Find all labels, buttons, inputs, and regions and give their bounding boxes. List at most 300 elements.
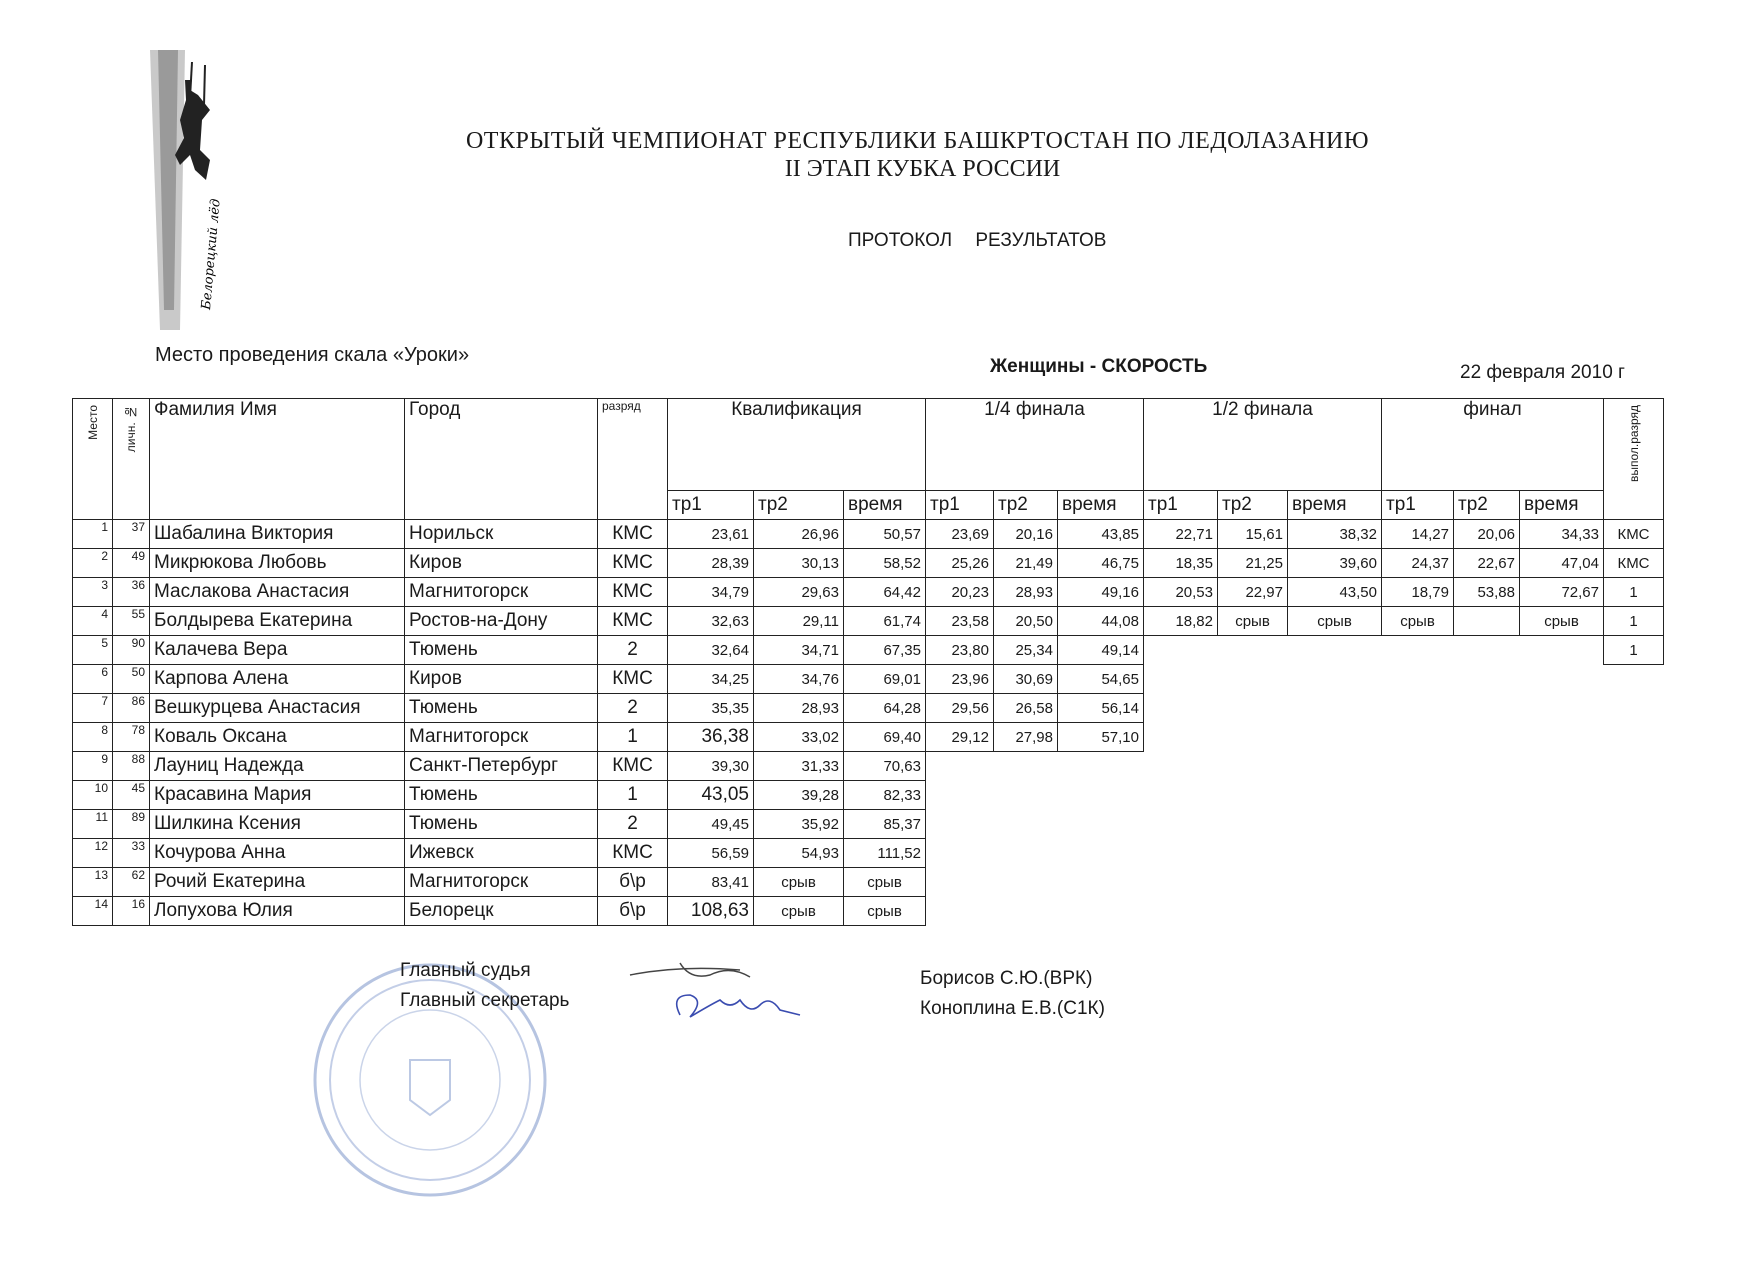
empty-cell — [1144, 723, 1218, 752]
number-cell: 49 — [113, 549, 150, 578]
empty-cell — [1288, 868, 1382, 897]
qual-value-cell: 83,41 — [668, 868, 754, 897]
empty-cell — [1218, 752, 1288, 781]
city-cell: Ростов-на-Дону — [405, 607, 598, 636]
table-row — [73, 607, 1664, 636]
quarter-value-cell: 20,23 — [926, 578, 994, 607]
empty-cell — [926, 868, 994, 897]
city-cell: Тюмень — [405, 781, 598, 810]
qual-value-cell: срыв — [754, 868, 844, 897]
place-cell: 5 — [73, 636, 113, 665]
empty-cell — [1382, 868, 1454, 897]
quarter-value-cell: 49,14 — [1058, 636, 1144, 665]
qual-value-cell: 70,63 — [844, 752, 926, 781]
judge-label: Главный судья — [400, 960, 531, 981]
number-cell: 78 — [113, 723, 150, 752]
semi-value-cell: 39,60 — [1288, 549, 1382, 578]
header-quarterfinal: 1/4 финала — [926, 399, 1144, 491]
city-cell: Киров — [405, 549, 598, 578]
quarter-value-cell: 29,12 — [926, 723, 994, 752]
number-cell: 16 — [113, 897, 150, 926]
secretary-name: Коноплина Е.В.(С1К) — [920, 998, 1105, 1019]
f-time: время — [1520, 491, 1604, 520]
city-cell: Ижевск — [405, 839, 598, 868]
empty-cell — [1144, 752, 1218, 781]
empty-cell — [926, 839, 994, 868]
empty-cell — [1144, 694, 1218, 723]
empty-cell — [1218, 897, 1288, 926]
quarter-value-cell: 23,58 — [926, 607, 994, 636]
quarter-value-cell: 25,26 — [926, 549, 994, 578]
quarter-value-cell: 25,34 — [994, 636, 1058, 665]
qual-value-cell: 85,37 — [844, 810, 926, 839]
qual-value-cell: 36,38 — [668, 723, 754, 752]
empty-cell — [1144, 897, 1218, 926]
title-line-1: ОТКРЫТЫЙ ЧЕМПИОНАТ РЕСПУБЛИКИ БАШКРТОСТАН ПО ЛЕДОЛАЗАНИЮ — [465, 128, 1370, 154]
qf-time: время — [1058, 491, 1144, 520]
name-cell: Маслакова Анастасия — [150, 578, 405, 607]
number-cell: 62 — [113, 868, 150, 897]
place-cell: 11 — [73, 810, 113, 839]
empty-cell — [926, 810, 994, 839]
city-cell: Норильск — [405, 520, 598, 549]
qual-value-cell: 34,71 — [754, 636, 844, 665]
sf-tr2: тр2 — [1218, 491, 1288, 520]
name-cell: Коваль Оксана — [150, 723, 405, 752]
semi-value-cell: 18,82 — [1144, 607, 1218, 636]
empty-cell — [1144, 665, 1218, 694]
table-row — [73, 781, 1664, 810]
rank-cell: 2 — [598, 636, 668, 665]
empty-cell — [1058, 810, 1144, 839]
empty-cell — [1058, 897, 1144, 926]
qual-value-cell: 64,42 — [844, 578, 926, 607]
quarter-value-cell: 23,80 — [926, 636, 994, 665]
empty-cell — [926, 781, 994, 810]
empty-cell — [1382, 839, 1454, 868]
empty-cell — [1520, 665, 1604, 694]
name-cell: Калачева Вера — [150, 636, 405, 665]
name-cell: Вешкурцева Анастасия — [150, 694, 405, 723]
header-rank: разряд — [598, 399, 668, 520]
final-value-cell: 14,27 — [1382, 520, 1454, 549]
empty-cell — [1520, 636, 1604, 665]
empty-cell — [1454, 810, 1520, 839]
empty-cell — [1604, 694, 1664, 723]
empty-cell — [1382, 897, 1454, 926]
city-cell: Магнитогорск — [405, 723, 598, 752]
sf-tr1: тр1 — [1144, 491, 1218, 520]
qual-value-cell: 34,25 — [668, 665, 754, 694]
venue: Место проведения скала «Уроки» — [155, 344, 470, 366]
semi-value-cell: 43,50 — [1288, 578, 1382, 607]
secretary-label: Главный секретарь — [400, 990, 570, 1011]
empty-cell — [1604, 897, 1664, 926]
q-tr2: тр2 — [754, 491, 844, 520]
quarter-value-cell: 23,69 — [926, 520, 994, 549]
place-cell: 13 — [73, 868, 113, 897]
table-row — [73, 897, 1664, 926]
rank-cell: КМС — [598, 752, 668, 781]
empty-cell — [1604, 752, 1664, 781]
name-cell: Кочурова Анна — [150, 839, 405, 868]
qual-value-cell: 61,74 — [844, 607, 926, 636]
rank-cell: КМС — [598, 665, 668, 694]
q-tr1: тр1 — [668, 491, 754, 520]
number-cell: 89 — [113, 810, 150, 839]
semi-value-cell: 21,25 — [1218, 549, 1288, 578]
empty-cell — [1058, 868, 1144, 897]
qual-value-cell: 32,63 — [668, 607, 754, 636]
empty-cell — [1382, 665, 1454, 694]
final-value-cell: срыв — [1382, 607, 1454, 636]
empty-cell — [1604, 665, 1664, 694]
empty-cell — [1218, 810, 1288, 839]
final-value-cell: 34,33 — [1520, 520, 1604, 549]
rank-cell: б\р — [598, 897, 668, 926]
semi-value-cell: 22,97 — [1218, 578, 1288, 607]
empty-cell — [1454, 897, 1520, 926]
number-cell: 55 — [113, 607, 150, 636]
empty-cell — [1520, 723, 1604, 752]
semi-value-cell: 18,35 — [1144, 549, 1218, 578]
name-cell: Лауниц Надежда — [150, 752, 405, 781]
empty-cell — [994, 752, 1058, 781]
qual-value-cell: 49,45 — [668, 810, 754, 839]
qual-value-cell: 35,92 — [754, 810, 844, 839]
qual-value-cell: срыв — [754, 897, 844, 926]
quarter-value-cell: 26,58 — [994, 694, 1058, 723]
event-logo — [140, 50, 235, 330]
qual-value-cell: 31,33 — [754, 752, 844, 781]
semi-value-cell: 38,32 — [1288, 520, 1382, 549]
final-value-cell: 20,06 — [1454, 520, 1520, 549]
rank-cell: 2 — [598, 810, 668, 839]
empty-cell — [1058, 781, 1144, 810]
rank-cell: КМС — [598, 607, 668, 636]
place-cell: 10 — [73, 781, 113, 810]
judge-name: Борисов С.Ю.(ВРК) — [920, 968, 1093, 989]
rank-cell: КМС — [598, 549, 668, 578]
table-row — [73, 694, 1664, 723]
name-cell: Карпова Алена — [150, 665, 405, 694]
city-cell: Магнитогорск — [405, 578, 598, 607]
city-cell: Тюмень — [405, 636, 598, 665]
empty-cell — [1218, 636, 1288, 665]
city-cell: Санкт-Петербург — [405, 752, 598, 781]
empty-cell — [1382, 752, 1454, 781]
quarter-value-cell: 20,50 — [994, 607, 1058, 636]
empty-cell — [1382, 636, 1454, 665]
qual-value-cell: 108,63 — [668, 897, 754, 926]
header-city: Город — [405, 399, 598, 520]
city-cell: Киров — [405, 665, 598, 694]
empty-cell — [1218, 723, 1288, 752]
quarter-value-cell: 23,96 — [926, 665, 994, 694]
qf-tr1: тр1 — [926, 491, 994, 520]
empty-cell — [994, 868, 1058, 897]
qual-value-cell: 28,39 — [668, 549, 754, 578]
table-row — [73, 810, 1664, 839]
empty-cell — [1058, 752, 1144, 781]
empty-cell — [1454, 752, 1520, 781]
place-cell: 6 — [73, 665, 113, 694]
empty-cell — [1288, 723, 1382, 752]
final-value-cell: 22,67 — [1454, 549, 1520, 578]
quarter-value-cell: 27,98 — [994, 723, 1058, 752]
qual-value-cell: 56,59 — [668, 839, 754, 868]
semi-value-cell: 15,61 — [1218, 520, 1288, 549]
qual-value-cell: 29,11 — [754, 607, 844, 636]
header-semifinal: 1/2 финала — [1144, 399, 1382, 491]
qual-value-cell: 34,76 — [754, 665, 844, 694]
empty-cell — [1520, 752, 1604, 781]
qual-value-cell: 64,28 — [844, 694, 926, 723]
empty-cell — [1520, 810, 1604, 839]
semi-value-cell: 22,71 — [1144, 520, 1218, 549]
empty-cell — [1144, 636, 1218, 665]
qual-value-cell: 39,30 — [668, 752, 754, 781]
qual-value-cell: 82,33 — [844, 781, 926, 810]
f-tr1: тр1 — [1382, 491, 1454, 520]
qual-value-cell: 30,13 — [754, 549, 844, 578]
rank-cell: КМС — [598, 520, 668, 549]
qual-value-cell: 29,63 — [754, 578, 844, 607]
qual-value-cell: 35,35 — [668, 694, 754, 723]
table-row — [73, 578, 1664, 607]
empty-cell — [1218, 665, 1288, 694]
empty-cell — [1144, 839, 1218, 868]
empty-cell — [1288, 694, 1382, 723]
final-value-cell — [1454, 607, 1520, 636]
semi-value-cell: срыв — [1218, 607, 1288, 636]
quarter-value-cell: 30,69 — [994, 665, 1058, 694]
signatures — [620, 955, 830, 1035]
number-cell: 50 — [113, 665, 150, 694]
empty-cell — [1454, 781, 1520, 810]
qual-value-cell: 33,02 — [754, 723, 844, 752]
empty-cell — [1604, 723, 1664, 752]
place-cell: 12 — [73, 839, 113, 868]
rank-cell: КМС — [598, 839, 668, 868]
table-row — [73, 636, 1664, 665]
rank-cell: б\р — [598, 868, 668, 897]
name-cell: Рочий Екатерина — [150, 868, 405, 897]
title-line-2: II ЭТАП КУБКА РОССИИ — [784, 156, 1061, 182]
empty-cell — [926, 752, 994, 781]
qual-value-cell: срыв — [844, 868, 926, 897]
quarter-value-cell: 21,49 — [994, 549, 1058, 578]
qual-value-cell: 23,61 — [668, 520, 754, 549]
empty-cell — [1454, 665, 1520, 694]
empty-cell — [1288, 781, 1382, 810]
empty-cell — [1288, 897, 1382, 926]
empty-cell — [994, 897, 1058, 926]
table-row — [73, 665, 1664, 694]
table-row — [73, 839, 1664, 868]
semi-value-cell: срыв — [1288, 607, 1382, 636]
final-value-cell: 53,88 — [1454, 578, 1520, 607]
empty-cell — [1382, 694, 1454, 723]
empty-cell — [1144, 810, 1218, 839]
empty-cell — [1454, 839, 1520, 868]
qual-value-cell: 67,35 — [844, 636, 926, 665]
empty-cell — [1520, 694, 1604, 723]
quarter-value-cell: 28,93 — [994, 578, 1058, 607]
final-value-cell: 18,79 — [1382, 578, 1454, 607]
name-cell: Шилкина Ксения — [150, 810, 405, 839]
qual-value-cell: 111,52 — [844, 839, 926, 868]
city-cell: Тюмень — [405, 810, 598, 839]
name-cell: Шабалина Виктория — [150, 520, 405, 549]
qual-value-cell: срыв — [844, 897, 926, 926]
empty-cell — [1382, 810, 1454, 839]
empty-cell — [1144, 781, 1218, 810]
number-cell: 37 — [113, 520, 150, 549]
empty-cell — [1288, 636, 1382, 665]
quarter-value-cell: 44,08 — [1058, 607, 1144, 636]
rank-cell: 1 — [598, 781, 668, 810]
empty-cell — [1520, 781, 1604, 810]
city-cell: Магнитогорск — [405, 868, 598, 897]
table-row — [73, 752, 1664, 781]
empty-cell — [1218, 839, 1288, 868]
city-cell: Тюмень — [405, 694, 598, 723]
empty-cell — [1604, 839, 1664, 868]
empty-cell — [1454, 868, 1520, 897]
empty-cell — [1520, 868, 1604, 897]
quarter-value-cell: 20,16 — [994, 520, 1058, 549]
empty-cell — [1288, 810, 1382, 839]
place-cell: 2 — [73, 549, 113, 578]
place-cell: 4 — [73, 607, 113, 636]
quarter-value-cell: 43,85 — [1058, 520, 1144, 549]
qual-value-cell: 32,64 — [668, 636, 754, 665]
category: Женщины - СКОРОСТЬ — [990, 356, 1208, 377]
empty-cell — [1382, 723, 1454, 752]
number-cell: 33 — [113, 839, 150, 868]
number-cell: 90 — [113, 636, 150, 665]
empty-cell — [1454, 694, 1520, 723]
done-rank-cell: КМС — [1604, 549, 1664, 578]
qual-value-cell: 34,79 — [668, 578, 754, 607]
header-place: Место — [73, 399, 113, 520]
protocol-heading: ПРОТОКОЛ РЕЗУЛЬТАТОВ — [848, 230, 1107, 251]
quarter-value-cell: 49,16 — [1058, 578, 1144, 607]
empty-cell — [994, 781, 1058, 810]
qual-value-cell: 43,05 — [668, 781, 754, 810]
qual-value-cell: 58,52 — [844, 549, 926, 578]
number-cell: 88 — [113, 752, 150, 781]
qual-value-cell: 69,01 — [844, 665, 926, 694]
table-row — [73, 520, 1664, 549]
header-number: личн. № — [113, 399, 150, 520]
place-cell: 3 — [73, 578, 113, 607]
qual-value-cell: 50,57 — [844, 520, 926, 549]
empty-cell — [1144, 868, 1218, 897]
empty-cell — [1382, 781, 1454, 810]
number-cell: 45 — [113, 781, 150, 810]
rank-cell: 1 — [598, 723, 668, 752]
rank-cell: КМС — [598, 578, 668, 607]
done-rank-cell: 1 — [1604, 578, 1664, 607]
qf-tr2: тр2 — [994, 491, 1058, 520]
name-cell: Болдырева Екатерина — [150, 607, 405, 636]
qual-value-cell: 69,40 — [844, 723, 926, 752]
empty-cell — [1454, 723, 1520, 752]
empty-cell — [994, 810, 1058, 839]
empty-cell — [926, 897, 994, 926]
place-cell: 7 — [73, 694, 113, 723]
header-final: финал — [1382, 399, 1604, 491]
semi-value-cell: 20,53 — [1144, 578, 1218, 607]
empty-cell — [994, 839, 1058, 868]
place-cell: 9 — [73, 752, 113, 781]
final-value-cell: срыв — [1520, 607, 1604, 636]
done-rank-cell: 1 — [1604, 607, 1664, 636]
date: 22 февраля 2010 г — [1460, 362, 1625, 383]
name-cell: Микрюкова Любовь — [150, 549, 405, 578]
table-row — [73, 868, 1664, 897]
number-cell: 86 — [113, 694, 150, 723]
empty-cell — [1604, 781, 1664, 810]
qual-value-cell: 39,28 — [754, 781, 844, 810]
quarter-value-cell: 56,14 — [1058, 694, 1144, 723]
place-cell: 8 — [73, 723, 113, 752]
empty-cell — [1604, 868, 1664, 897]
empty-cell — [1520, 839, 1604, 868]
header-done-rank: выпол.разряд — [1604, 399, 1664, 520]
table-row — [73, 549, 1664, 578]
empty-cell — [1058, 839, 1144, 868]
done-rank-cell: 1 — [1604, 636, 1664, 665]
quarter-value-cell: 29,56 — [926, 694, 994, 723]
qual-value-cell: 54,93 — [754, 839, 844, 868]
table-row — [73, 723, 1664, 752]
empty-cell — [1520, 897, 1604, 926]
done-rank-cell: КМС — [1604, 520, 1664, 549]
empty-cell — [1454, 636, 1520, 665]
f-tr2: тр2 — [1454, 491, 1520, 520]
place-cell: 1 — [73, 520, 113, 549]
empty-cell — [1604, 810, 1664, 839]
name-cell: Красавина Мария — [150, 781, 405, 810]
rank-cell: 2 — [598, 694, 668, 723]
empty-cell — [1288, 752, 1382, 781]
qual-value-cell: 26,96 — [754, 520, 844, 549]
quarter-value-cell: 57,10 — [1058, 723, 1144, 752]
empty-cell — [1288, 665, 1382, 694]
empty-cell — [1218, 694, 1288, 723]
sf-time: время — [1288, 491, 1382, 520]
empty-cell — [1218, 781, 1288, 810]
place-cell: 14 — [73, 897, 113, 926]
number-cell: 36 — [113, 578, 150, 607]
name-cell: Лопухова Юлия — [150, 897, 405, 926]
final-value-cell: 72,67 — [1520, 578, 1604, 607]
results-table — [72, 398, 1664, 926]
empty-cell — [1288, 839, 1382, 868]
final-value-cell: 24,37 — [1382, 549, 1454, 578]
quarter-value-cell: 46,75 — [1058, 549, 1144, 578]
header-name: Фамилия Имя — [150, 399, 405, 520]
final-value-cell: 47,04 — [1520, 549, 1604, 578]
empty-cell — [1218, 868, 1288, 897]
qual-value-cell: 28,93 — [754, 694, 844, 723]
logo-caption: Белорецкий лёд — [199, 198, 224, 311]
header-qualification: Квалификация — [668, 399, 926, 491]
city-cell: Белорецк — [405, 897, 598, 926]
